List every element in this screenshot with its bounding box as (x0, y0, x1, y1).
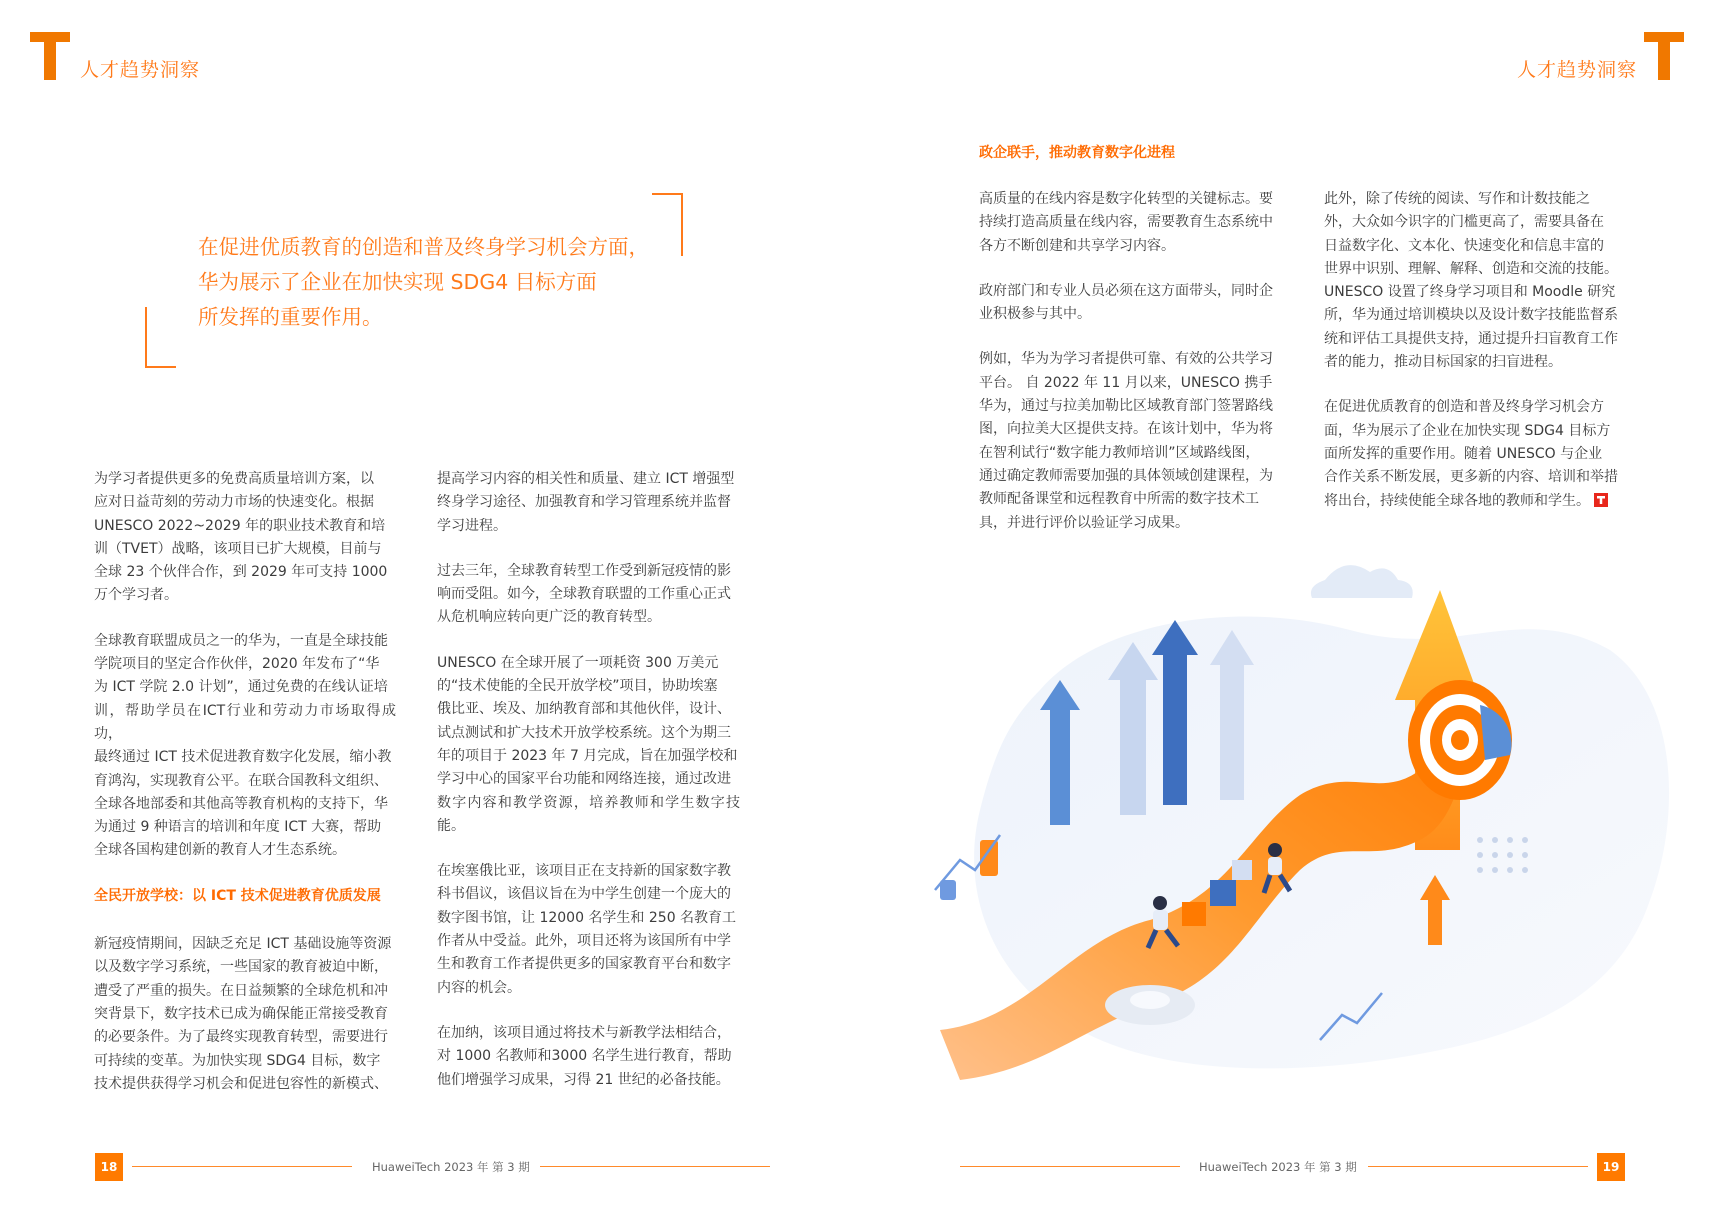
end-mark-icon (1594, 493, 1608, 507)
page-number-left: 18 (95, 1153, 123, 1181)
paragraph: UNESCO 在全球开展了一项耗资 300 万美元 的“技术使能的全民开放学校”项目，协助埃塞 俄比亚、埃及、加纳教育部和其他伙伴，设计、 试点测试和扩大技术开放学校系统。这个为期三 年的项目于 2023 年 7 月完成，旨在加强学校和 学习中心的国家平台功能和网络连接，通过改进 数字内容和教学资源，培养教师和学生数字技能。 (437, 654, 740, 834)
paragraph: 新冠疫情期间，因缺乏充足 ICT 基础设施等资源 以及数字学习系统，一些国家的教育被迫中断， 遭受了严重的损失。在日益频繁的全球危机和冲 突背景下，数字技术已成为确保能正常接受教育 的必要条件。为了最终实现教育转型，需要进行 可持续的变革。为加快实现 SDG4 目标，数字 技术提供获得学习机会和促进包容性的新模式、 (94, 936, 392, 1092)
right-column-2 (1324, 188, 1628, 513)
paragraph: 过去三年，全球教育转型工作受到新冠疫情的影 响而受阻。如今，全球教育联盟的工作重心正式 从危机响应转向更广泛的教育转型。 (437, 562, 731, 626)
growth-illustration (920, 560, 1700, 1140)
gear-icon (1105, 985, 1195, 1025)
paragraph: 提高学习内容的相关性和质量、建立 ICT 增强型 终身学习途径、加强教育和学习管理系统并监督 学习进程。 (437, 471, 735, 534)
target-icon (1408, 680, 1512, 800)
paragraph: 在埃塞俄比亚，该项目正在支持新的国家数字教 科书倡议，该倡议旨在为中学生创建一个庞大的 数字图书馆，让 12000 名学生和 250 名教育工 作者从中受益。此外，项目还将为该国所有中学 生和教育工作者提供更多的国家教育平台和数字 内容的机会。 (437, 863, 737, 996)
cube-orange (1182, 902, 1206, 926)
left-column-2 (437, 468, 740, 1114)
paragraph: 全球教育联盟成员之一的华为，一直是全球技能 学院项目的坚定合作伙伴，2020 年发布了“华 为 ICT 学院 2.0 计划”，通过免费的在线认证培 训，帮助学员在ICT行业和劳动力市场取得成功， 最终通过 ICT 技术促进教育数字化发展，缩小教 育鸿沟，实现教育公平。在联合国教科文组织、 全球各地部委和其他高等教育机构的支持下，华 为通过 9 种语言的培训和年度 ICT 大赛，帮助 全球各国构建创新的教育人才生态系统。 (94, 632, 396, 859)
footer-rule-left (540, 1166, 770, 1167)
right-heading: 政企联手，推动教育数字化进程 (979, 145, 1175, 161)
footer-rule-right (1368, 1166, 1588, 1167)
paragraph: 政府部门和专业人员必须在这方面带头，同时企 业积极参与其中。 (979, 282, 1273, 323)
quote-bracket-bottom (144, 305, 180, 370)
paragraph: 高质量的在线内容是数字化转型的关键标志。要 持续打造高质量在线内容，需要教育生态系统中 各方不断创建和共享学习内容。 (979, 191, 1273, 254)
paragraph: 为学习者提供更多的免费高质量培训方案，以 应对日益苛刻的劳动力市场的快速变化。根据 UNESCO 2022~2029 年的职业技术教育和培 训（TVET）战略，该项目已扩大规模，目前与 全球 23 个伙伴合作，到 2029 年可支持 1000 万个学习者。 (94, 471, 388, 604)
paragraph: 在加纳，该项目通过将技术与新教学法相结合， 对 1000 名教师和3000 名学生进行教育，帮助 他们增强学习成果，习得 21 世纪的必备技能。 (437, 1024, 732, 1088)
section-title-left: 人才趋势洞察 (80, 59, 201, 81)
footer-left: HuaweiTech 2023 年 第 3 期 (372, 1160, 530, 1174)
cloud-icon (1311, 565, 1413, 598)
page-number-right: 19 (1597, 1153, 1625, 1181)
cube-light (1232, 860, 1252, 880)
t-logo-icon (1644, 32, 1686, 82)
left-column-1 (94, 468, 396, 1118)
right-column-1 (979, 188, 1283, 557)
footer-rule-right (960, 1166, 1180, 1167)
footer-rule-left (132, 1166, 352, 1167)
pull-quote: 在促进优质教育的创造和普及终身学习机会方面， 华为展示了企业在加快实现 SDG4 目标方面 所发挥的重要作用。 (198, 235, 649, 329)
paragraph: 此外，除了传统的阅读、写作和计数技能之 外，大众如今识字的门槛更高了，需要具备在 日益数字化、文本化、快速变化和信息丰富的 世界中识别、理解、解释、创造和交流的技能。 UNESCO 设置了终身学习项目和 Moodle 研究 所，华为通过培训模块以及设计数字技能监督系 统和评估工具提供支持，通过提升扫盲教育工作 者的能力，推动目标国家的扫盲进程。 (1324, 191, 1618, 371)
subheading: 全民开放学校：以 ICT 技术促进教育优质发展 (94, 887, 381, 904)
footer-right: HuaweiTech 2023 年 第 3 期 (1199, 1160, 1357, 1174)
section-title-right: 人才趋势洞察 (1517, 59, 1638, 81)
t-logo-icon (30, 32, 72, 82)
cube-blue (1210, 880, 1236, 906)
paragraph: 在促进优质教育的创造和普及终身学习机会方 面，华为展示了企业在加快实现 SDG4 目标方 面所发挥的重要作用。随着 UNESCO 与企业 合作关系不断发展，更多新的内容、培训和举措 将出台，持续使能全球各地的教师和学生。 (1324, 399, 1618, 509)
paragraph: 例如，华为为学习者提供可靠、有效的公共学习 平台。 自 2022 年 11 月以来，UNESCO 携手 华为，通过与拉美加勒比区域教育部门签署路线 图，向拉美大区提供支持。在该计划中，华为将 在智利试行“数字能力教师培训”区域路线图， 通过确定教师需要加强的具体领域创建课程，为 教师配备课堂和远程教育中所需的数字技术工 具，并进行评价以验证学习成果。 (979, 351, 1273, 531)
